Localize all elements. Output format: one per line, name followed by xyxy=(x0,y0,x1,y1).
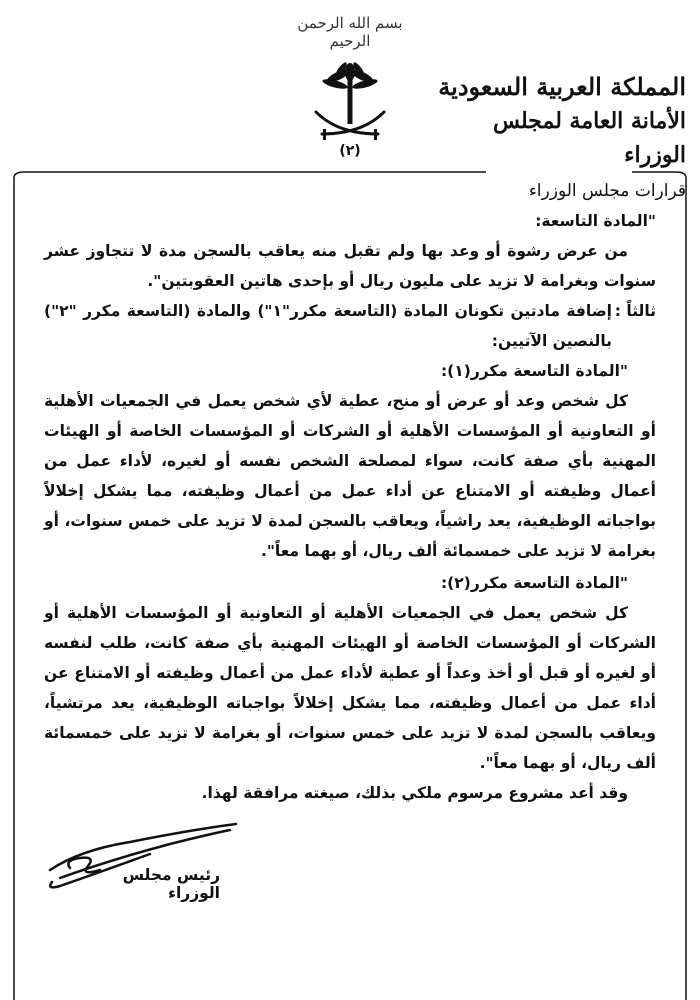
article-9-text: من عرض رشوة أو وعد بها ولم تقبل منه يعاقب بالسجن مدة لا تتجاوز عشر سنوات وبغرامة لا تزيد على مليون ريال أو بإحدى هاتين العقوبتين". xyxy=(44,242,656,290)
secretariat-name: الأمانة العامة لمجلس الوزراء xyxy=(492,108,686,168)
page-number: (٢) xyxy=(339,143,361,159)
clause-third-text: إضافة مادتين تكونان المادة (التاسعة مكرر"١") والمادة (التاسعة مكرر "٢") بالنصين الآتيين: xyxy=(44,302,612,350)
article-9-bis-1-heading: "المادة التاسعة مكرر(١): xyxy=(440,362,628,380)
article-9-bis-2-heading: "المادة التاسعة مكرر(٢): xyxy=(440,574,628,592)
basmala: بسم الله الرحمن الرحيم xyxy=(297,14,403,50)
clause-third xyxy=(44,296,656,356)
article-9-heading: "المادة التاسعة: xyxy=(535,212,656,230)
kingdom-name: المملكة العربية السعودية xyxy=(438,72,686,101)
closing-statement: وقد أعد مشروع مرسوم ملكي بذلك، صيغته مرافقة لهذا. xyxy=(201,784,628,802)
clause-third-label: ثالثاً : xyxy=(614,302,656,320)
decision-body xyxy=(44,206,656,808)
section-name: قرارات مجلس الوزراء xyxy=(528,181,686,201)
article-9-bis-1-text: كل شخص وعد أو عرض أو منح، عطية لأي شخص يعمل في الجمعيات الأهلية أو التعاونية أو المؤسسات الأهلية أو الشركات أو المؤسسات الخاصة أو الهيئات المهنية بأي صفة كانت، سواء لمصلحة الشخص نفسه أو لغيره، لأداء عمل من أعمال وظيفته أو الامتناع عن أداء عمل من أعمال وظيفته، مما يشكل إخلالاً بواجباته الوظيفية، يعد راشياً، ويعاقب بالسجن لمدة لا تزيد على خمس سنوات، أو بغرامة لا تزيد على خمسمائة ألف ريال، أو بهما معاً". xyxy=(44,392,656,560)
signatory-title: رئيس مجلس الوزراء xyxy=(122,866,220,902)
article-9-bis-2-text: كل شخص يعمل في الجمعيات الأهلية أو التعاونية أو المؤسسات الأهلية أو الشركات أو المؤسسات الخاصة أو الهيئات المهنية بأي صفة كانت، طلب لنفسه أو لغيره أو قبل أو أخذ وعداً أو عطية لأداء عمل من أعمال وظيفته أو الامتناع عن أداء عمل من أعمال وظيفته، مما يشكل إخلالاً بواجباته الوظيفية، يعد مرتشياً، ويعاقب بالسجن لمدة لا تزيد على خمس سنوات، أو بغرامة لا تزيد على خمسمائة ألف ريال، أو بهما معاً". xyxy=(44,604,656,772)
